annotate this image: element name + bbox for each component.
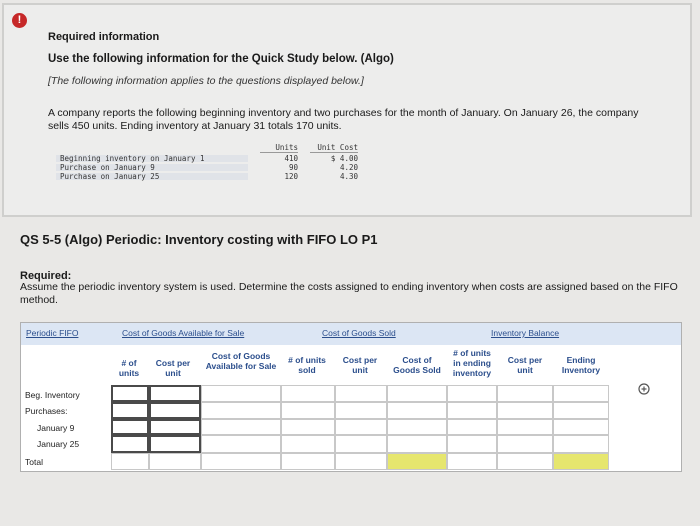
col-cost-per-unit: Cost per unit xyxy=(155,358,191,378)
worksheet-cell[interactable] xyxy=(335,453,387,470)
row-cost: $ 4.00 xyxy=(330,154,358,163)
worksheet-cell xyxy=(281,402,335,419)
required-heading: Required: xyxy=(20,270,72,282)
worksheet-cell[interactable] xyxy=(553,453,609,470)
unit-cost-header: Unit Cost xyxy=(310,143,358,153)
worksheet-cell[interactable] xyxy=(149,453,201,470)
worksheet-cell[interactable] xyxy=(447,435,497,453)
worksheet-cell[interactable] xyxy=(201,419,281,435)
row-january-9: January 9 xyxy=(37,423,75,433)
row-cost: 4.30 xyxy=(339,172,358,181)
data-table-row xyxy=(48,172,368,181)
worksheet-cell[interactable] xyxy=(553,385,609,402)
cogas-group-label: Cost of Goods Available for Sale xyxy=(122,328,245,338)
worksheet-cell[interactable] xyxy=(497,419,553,435)
row-total: Total xyxy=(25,457,43,467)
worksheet-cell[interactable] xyxy=(335,435,387,453)
inventory-balance-label: Inventory Balance xyxy=(491,328,560,338)
required-info-heading: Required information xyxy=(48,31,160,43)
col-units: # of units xyxy=(118,358,140,378)
data-table-row xyxy=(48,163,368,172)
worksheet-cell[interactable] xyxy=(553,419,609,435)
row-purchases: Purchases: xyxy=(25,406,68,416)
row-january-25: January 25 xyxy=(37,439,80,449)
row-cost: 4.20 xyxy=(339,163,358,172)
worksheet-cell xyxy=(111,402,149,419)
worksheet-cell[interactable] xyxy=(281,385,335,402)
worksheet-cell[interactable] xyxy=(387,385,447,402)
worksheet-cell[interactable] xyxy=(497,385,553,402)
worksheet-cell[interactable] xyxy=(149,435,201,453)
worksheet-cell[interactable] xyxy=(497,453,553,470)
worksheet-cell xyxy=(497,402,553,419)
col-ending-units: # of units in ending inventory xyxy=(452,348,492,378)
worksheet-cell[interactable] xyxy=(111,435,149,453)
col-cogas: Cost of Goods Available for Sale xyxy=(205,351,277,371)
row-beg-inventory: Beg. Inventory xyxy=(25,390,80,400)
row-label: Purchase on January 9 xyxy=(60,163,155,172)
worksheet-cell[interactable] xyxy=(281,435,335,453)
worksheet-cell[interactable] xyxy=(335,385,387,402)
worksheet-cell[interactable] xyxy=(447,385,497,402)
row-units: 90 xyxy=(288,163,298,172)
use-line: Use the following information for the Quick Study below. (Algo) xyxy=(48,53,394,65)
worksheet-cell[interactable] xyxy=(281,419,335,435)
worksheet-cell[interactable] xyxy=(387,419,447,435)
fifo-worksheet xyxy=(20,322,682,472)
col-cogs: Cost of Goods Sold xyxy=(393,355,441,375)
qs-title: QS 5-5 (Algo) Periodic: Inventory costing with FIFO LO P1 xyxy=(20,232,378,247)
units-header: Units xyxy=(260,143,298,153)
worksheet-cell[interactable] xyxy=(335,419,387,435)
worksheet-cell[interactable] xyxy=(201,385,281,402)
worksheet-cell xyxy=(553,402,609,419)
worksheet-cell[interactable] xyxy=(201,453,281,470)
worksheet-cell[interactable] xyxy=(387,435,447,453)
data-table-row xyxy=(48,154,368,163)
col-units-sold: # of units sold xyxy=(288,355,326,375)
cogs-group-label: Cost of Goods Sold xyxy=(322,328,396,338)
row-label: Beginning inventory on January 1 xyxy=(60,154,205,163)
worksheet-cell[interactable] xyxy=(497,435,553,453)
problem-description: A company reports the following beginning inventory and two purchases for the month of January. On January 26, the company sells 450 units. Ending inventory at January 31 totals 170 units. xyxy=(48,107,639,132)
worksheet-cell[interactable] xyxy=(149,385,201,402)
worksheet-cell[interactable] xyxy=(111,453,149,470)
worksheet-cell[interactable] xyxy=(447,453,497,470)
col-ending-inventory: Ending Inventory xyxy=(561,355,601,375)
worksheet-cell xyxy=(335,402,387,419)
following-note: [The following information applies to the questions displayed below.] xyxy=(48,75,364,87)
plus-icon[interactable] xyxy=(638,383,650,395)
required-description: Assume the periodic inventory system is used. Determine the costs assigned to ending inventory when costs are assigned based on the FIFO method. xyxy=(20,281,678,306)
worksheet-cell[interactable] xyxy=(553,435,609,453)
worksheet-cell[interactable] xyxy=(387,453,447,470)
col-cost-per-unit-sold: Cost per unit xyxy=(342,355,378,375)
row-units: 410 xyxy=(284,154,298,163)
worksheet-cell[interactable] xyxy=(281,453,335,470)
col-cost-per-unit-ending: Cost per unit xyxy=(507,355,543,375)
worksheet-cell[interactable] xyxy=(111,385,149,402)
worksheet-cell[interactable] xyxy=(111,419,149,435)
worksheet-cell xyxy=(387,402,447,419)
periodic-fifo-label: Periodic FIFO xyxy=(26,328,79,338)
data-table-header xyxy=(48,143,368,154)
worksheet-cell[interactable] xyxy=(201,435,281,453)
worksheet-cell xyxy=(447,402,497,419)
row-units: 120 xyxy=(284,172,298,181)
worksheet-cell xyxy=(201,402,281,419)
data-table xyxy=(48,143,368,181)
worksheet-cell xyxy=(149,402,201,419)
alert-icon: ! xyxy=(12,13,27,28)
worksheet-cell[interactable] xyxy=(149,419,201,435)
worksheet-cell[interactable] xyxy=(447,419,497,435)
row-label: Purchase on January 25 xyxy=(60,172,160,181)
